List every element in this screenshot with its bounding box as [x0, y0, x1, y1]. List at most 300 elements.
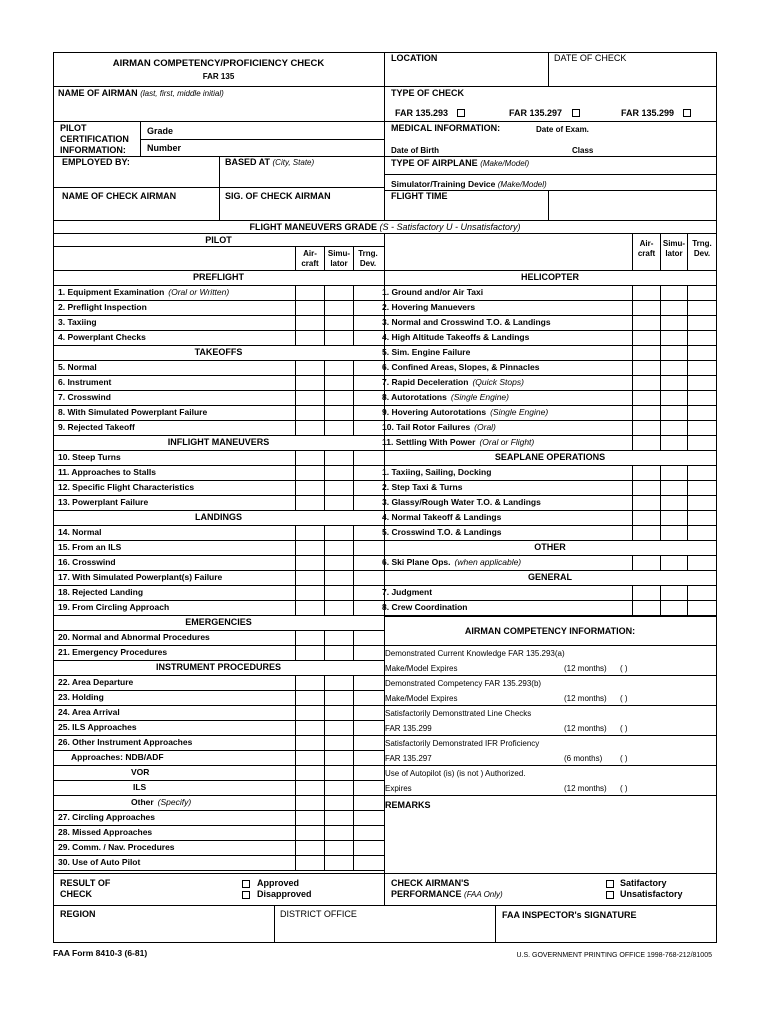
disapproved-label: Disapproved	[257, 889, 312, 899]
right-maneuver-text: 3. Normal and Crosswind T.O. & Landings	[382, 317, 551, 327]
trng-dev-grade-cell[interactable]	[353, 405, 384, 420]
left-maneuver-row	[53, 360, 384, 375]
employed-by-label: EMPLOYED BY:	[62, 157, 130, 167]
simulator-grade-cell[interactable]	[660, 585, 687, 600]
simulator-grade-cell[interactable]	[324, 780, 353, 795]
trng-dev-grade-cell[interactable]	[353, 555, 384, 570]
aircraft-grade-cell[interactable]	[295, 630, 324, 645]
aircraft-grade-cell[interactable]	[632, 510, 660, 525]
aircraft-grade-cell[interactable]	[632, 420, 660, 435]
trng-dev-grade-cell[interactable]	[687, 435, 716, 450]
simulator-grade-cell[interactable]	[660, 315, 687, 330]
simulator-grade-cell[interactable]	[324, 330, 353, 345]
class-label: Class	[572, 146, 594, 155]
simulator-grade-cell[interactable]	[324, 675, 353, 690]
left-maneuver-label	[58, 527, 101, 538]
aircraft-grade-cell[interactable]	[295, 735, 324, 750]
left-maneuver-text: 30. Use of Auto Pilot	[58, 857, 141, 867]
aircraft-grade-cell[interactable]	[295, 570, 324, 585]
rule	[53, 156, 717, 157]
aircraft-grade-cell[interactable]	[632, 405, 660, 420]
left-maneuver-row	[53, 780, 384, 795]
left-maneuver-text: 2. Preflight Inspection	[58, 302, 147, 312]
left-maneuver-text: 21. Emergency Procedures	[58, 647, 168, 657]
trng-dev-grade-cell[interactable]	[687, 345, 716, 360]
far-135-293-label: FAR 135.293	[395, 108, 449, 118]
approved-label: Approved	[257, 878, 300, 888]
type-of-airplane-label: TYPE OF AIRPLANE (Make/Model)	[391, 158, 530, 168]
left-maneuver-label	[58, 842, 175, 853]
trng-dev-grade-cell[interactable]	[353, 330, 384, 345]
aircraft-grade-cell[interactable]	[295, 825, 324, 840]
aircraft-grade-cell[interactable]	[295, 495, 324, 510]
left-maneuver-label	[58, 497, 148, 508]
competency-line-expiry[interactable]: ( )	[620, 694, 628, 703]
aircraft-grade-cell[interactable]	[632, 555, 660, 570]
aircraft-grade-cell[interactable]	[295, 315, 324, 330]
competency-line-sub: Expires	[385, 784, 412, 793]
aircraft-grade-cell[interactable]	[295, 750, 324, 765]
simulator-grade-cell[interactable]	[660, 405, 687, 420]
rule	[384, 873, 385, 905]
right-maneuver-text: 7. Judgment	[382, 587, 433, 597]
trng-dev-grade-cell[interactable]	[687, 420, 716, 435]
simulator-grade-cell[interactable]	[660, 480, 687, 495]
aircraft-grade-cell[interactable]	[632, 330, 660, 345]
trng-dev-grade-cell[interactable]	[353, 675, 384, 690]
left-maneuver-label	[58, 557, 116, 568]
left-maneuver-row	[53, 600, 384, 615]
trng-dev-grade-cell[interactable]	[353, 300, 384, 315]
aircraft-grade-cell[interactable]	[632, 285, 660, 300]
simulator-grade-cell[interactable]	[324, 720, 353, 735]
aircraft-grade-cell[interactable]	[295, 765, 324, 780]
left-maneuver-row	[53, 645, 384, 660]
trng-dev-grade-cell[interactable]	[353, 810, 384, 825]
simulator-grade-cell[interactable]	[324, 810, 353, 825]
flight-maneuvers-grade-header: FLIGHT MANEUVERS GRADE (S - Satisfactory U - Unsatisfactory)	[249, 222, 521, 232]
left-maneuver-row	[53, 315, 384, 330]
left-maneuver-row	[53, 540, 384, 555]
right-maneuver-row	[384, 495, 716, 510]
left-maneuver-text: 10. Steep Turns	[58, 452, 121, 462]
left-maneuver-text: 22. Area Departure	[58, 677, 134, 687]
aircraft-grade-cell[interactable]	[295, 285, 324, 300]
right-maneuver-row	[384, 375, 716, 390]
simulator-grade-cell[interactable]	[660, 375, 687, 390]
check-airman-perf-label-2: PERFORMANCE (FAA Only)	[391, 889, 503, 899]
aircraft-grade-cell[interactable]	[295, 555, 324, 570]
trng-dev-grade-cell[interactable]	[687, 465, 716, 480]
aircraft-grade-cell[interactable]	[632, 360, 660, 375]
aircraft-grade-cell[interactable]	[295, 360, 324, 375]
left-maneuver-label	[58, 542, 121, 553]
simulator-grade-cell[interactable]	[660, 360, 687, 375]
aircraft-grade-cell[interactable]	[295, 300, 324, 315]
simulator-grade-cell[interactable]	[324, 285, 353, 300]
aircraft-grade-cell[interactable]	[632, 495, 660, 510]
right-maneuver-label	[382, 557, 521, 568]
right-maneuver-text: 4. High Altitude Takeoffs & Landings	[382, 332, 530, 342]
simulator-grade-cell[interactable]	[660, 510, 687, 525]
rule	[53, 233, 717, 234]
simulator-grade-cell[interactable]	[324, 690, 353, 705]
aircraft-grade-cell[interactable]	[295, 420, 324, 435]
left-maneuver-label	[133, 782, 146, 793]
trng-dev-grade-cell[interactable]	[353, 525, 384, 540]
rule	[53, 86, 717, 87]
far-135-297-label: FAR 135.297	[509, 108, 563, 118]
aircraft-grade-cell[interactable]	[295, 690, 324, 705]
right-maneuver-row	[384, 345, 716, 360]
simulator-grade-cell[interactable]	[324, 855, 353, 870]
aircraft-grade-cell[interactable]	[295, 405, 324, 420]
trng-dev-grade-cell[interactable]	[353, 495, 384, 510]
left-maneuver-row	[53, 855, 384, 870]
aircraft-grade-cell[interactable]	[295, 840, 324, 855]
trng-dev-grade-cell[interactable]	[353, 390, 384, 405]
right-maneuver-row	[384, 435, 716, 450]
simulator-grade-cell[interactable]	[324, 750, 353, 765]
right-maneuver-row	[384, 285, 716, 300]
trng-dev-grade-cell[interactable]	[353, 735, 384, 750]
simulator-grade-cell[interactable]	[324, 450, 353, 465]
trng-dev-grade-cell[interactable]	[687, 600, 716, 615]
approved-checkbox[interactable]	[242, 880, 250, 888]
left-maneuver-label	[58, 422, 135, 433]
right-maneuver-label	[382, 527, 502, 538]
trng-dev-grade-cell[interactable]	[687, 405, 716, 420]
left-maneuver-text: 15. From an ILS	[58, 542, 122, 552]
rule	[53, 121, 717, 122]
pilot-cert-label-1: PILOT	[60, 123, 87, 133]
left-maneuver-row	[53, 810, 384, 825]
simulator-grade-cell[interactable]	[324, 570, 353, 585]
competency-line-sub: Make/Model Expires	[385, 694, 458, 703]
col-aircraft-right: Air- craft	[637, 239, 656, 258]
far-135-299-checkbox[interactable]	[683, 109, 691, 117]
right-maneuver-text: 5. Sim. Engine Failure	[382, 347, 471, 357]
right-section-header: HELICOPTER	[520, 272, 579, 282]
simulator-grade-cell[interactable]	[324, 600, 353, 615]
right-maneuver-text: 6. Confined Areas, Slopes, & Pinnacles	[382, 362, 540, 372]
aircraft-grade-cell[interactable]	[632, 480, 660, 495]
right-maneuver-row	[384, 525, 716, 540]
simulator-grade-cell[interactable]	[660, 285, 687, 300]
aircraft-grade-cell[interactable]	[632, 525, 660, 540]
trng-dev-grade-cell[interactable]	[353, 585, 384, 600]
simulator-grade-cell[interactable]	[660, 525, 687, 540]
competency-line-expiry[interactable]: ( )	[620, 754, 628, 763]
simulator-grade-cell[interactable]	[324, 540, 353, 555]
trng-dev-grade-cell[interactable]	[687, 360, 716, 375]
aircraft-grade-cell[interactable]	[295, 705, 324, 720]
simulator-grade-cell[interactable]	[324, 315, 353, 330]
trng-dev-grade-cell[interactable]	[687, 510, 716, 525]
simulator-grade-cell[interactable]	[324, 645, 353, 660]
aircraft-grade-cell[interactable]	[295, 600, 324, 615]
left-maneuver-row	[53, 420, 384, 435]
trng-dev-grade-cell[interactable]	[353, 480, 384, 495]
remarks-label: REMARKS	[385, 800, 431, 810]
left-maneuver-text: 20. Normal and Abnormal Procedures	[58, 632, 210, 642]
competency-divider	[384, 795, 716, 796]
trng-dev-grade-cell[interactable]	[687, 375, 716, 390]
left-maneuver-row	[53, 570, 384, 585]
right-maneuver-text: 5. Crosswind T.O. & Landings	[382, 527, 502, 537]
right-maneuver-hint: (Oral)	[474, 422, 496, 432]
aircraft-grade-cell[interactable]	[632, 345, 660, 360]
aircraft-grade-cell[interactable]	[295, 330, 324, 345]
simulator-grade-cell[interactable]	[660, 420, 687, 435]
simulator-grade-cell[interactable]	[324, 840, 353, 855]
trng-dev-grade-cell[interactable]	[353, 570, 384, 585]
trng-dev-grade-cell[interactable]	[353, 750, 384, 765]
col-aircraft-left: Air- craft	[301, 249, 319, 268]
simulator-grade-cell[interactable]	[324, 480, 353, 495]
trng-dev-grade-cell[interactable]	[687, 480, 716, 495]
medical-label: MEDICAL INFORMATION:	[391, 123, 501, 133]
left-section-header: INFLIGHT MANEUVERS	[167, 437, 270, 447]
right-maneuver-row	[384, 420, 716, 435]
left-section-header: TAKEOFFS	[194, 347, 243, 357]
trng-dev-grade-cell[interactable]	[353, 285, 384, 300]
competency-divider	[384, 675, 716, 676]
simulator-grade-cell[interactable]	[324, 555, 353, 570]
right-maneuver-text: 2. Hovering Manuevers	[382, 302, 476, 312]
left-maneuver-text: 19. From Circling Approach	[58, 602, 170, 612]
left-maneuver-label	[58, 587, 143, 598]
aircraft-grade-cell[interactable]	[295, 645, 324, 660]
left-maneuver-text: 14. Normal	[58, 527, 102, 537]
left-maneuver-label	[58, 572, 222, 583]
simulator-grade-cell[interactable]	[660, 465, 687, 480]
pilot-header: PILOT	[205, 235, 232, 245]
simulator-grade-cell[interactable]	[324, 405, 353, 420]
simulator-grade-cell[interactable]	[660, 390, 687, 405]
competency-line-months: (6 months)	[564, 754, 603, 763]
right-maneuver-row	[384, 585, 716, 600]
aircraft-grade-cell[interactable]	[295, 855, 324, 870]
left-maneuver-row	[53, 495, 384, 510]
result-of-check-label-2: CHECK	[60, 889, 93, 899]
aircraft-grade-cell[interactable]	[295, 465, 324, 480]
right-maneuver-row	[384, 480, 716, 495]
rule	[384, 174, 717, 175]
left-maneuver-label	[131, 797, 191, 808]
left-maneuver-label	[58, 632, 210, 643]
left-maneuver-text: 16. Crosswind	[58, 557, 116, 567]
simulator-grade-cell[interactable]	[324, 495, 353, 510]
trng-dev-grade-cell[interactable]	[687, 315, 716, 330]
left-maneuver-text: Approaches: NDB/ADF	[71, 752, 164, 762]
aircraft-grade-cell[interactable]	[632, 390, 660, 405]
left-maneuver-row	[53, 300, 384, 315]
unsatisfactory-checkbox[interactable]	[606, 891, 614, 899]
trng-dev-grade-cell[interactable]	[687, 525, 716, 540]
aircraft-grade-cell[interactable]	[295, 525, 324, 540]
simulator-grade-cell[interactable]	[324, 390, 353, 405]
left-maneuver-row	[53, 555, 384, 570]
left-maneuver-row	[53, 795, 384, 810]
simulator-grade-cell[interactable]	[324, 360, 353, 375]
faa-inspector-signature-label: FAA INSPECTOR's SIGNATURE	[502, 910, 637, 920]
competency-line-expiry[interactable]: ( )	[620, 784, 628, 793]
trng-dev-grade-cell[interactable]	[353, 600, 384, 615]
right-maneuver-row	[384, 510, 716, 525]
date-of-exam-label: Date of Exam.	[536, 125, 589, 134]
trng-dev-grade-cell[interactable]	[353, 795, 384, 810]
trng-dev-grade-cell[interactable]	[687, 390, 716, 405]
trng-dev-grade-cell[interactable]	[353, 780, 384, 795]
simulator-grade-cell[interactable]	[324, 465, 353, 480]
disapproved-checkbox[interactable]	[242, 891, 250, 899]
form-id: FAA Form 8410-3 (6-81)	[53, 948, 148, 958]
trng-dev-grade-cell[interactable]	[353, 765, 384, 780]
trng-dev-grade-cell[interactable]	[353, 375, 384, 390]
trng-dev-grade-cell[interactable]	[353, 690, 384, 705]
trng-dev-grade-cell[interactable]	[353, 360, 384, 375]
aircraft-grade-cell[interactable]	[295, 795, 324, 810]
rule	[140, 139, 384, 140]
aircraft-grade-cell[interactable]	[632, 465, 660, 480]
aircraft-grade-cell[interactable]	[295, 810, 324, 825]
left-maneuver-text: 17. With Simulated Powerplant(s) Failure	[58, 572, 223, 582]
simulator-grade-cell[interactable]	[660, 555, 687, 570]
left-maneuver-text: 6. Instrument	[58, 377, 112, 387]
simulator-grade-cell[interactable]	[660, 495, 687, 510]
rule	[53, 187, 384, 188]
trng-dev-grade-cell[interactable]	[353, 450, 384, 465]
competency-line-expiry[interactable]: ( )	[620, 724, 628, 733]
col-simulator-right: Simu- lator	[662, 239, 686, 258]
aircraft-grade-cell[interactable]	[295, 780, 324, 795]
unsatisfactory-label: Unsatisfactory	[620, 889, 683, 899]
far-135-293-checkbox[interactable]	[457, 109, 465, 117]
far-135-297-checkbox[interactable]	[572, 109, 580, 117]
trng-dev-grade-cell[interactable]	[687, 300, 716, 315]
simulator-grade-cell[interactable]	[324, 300, 353, 315]
simulator-grade-cell[interactable]	[324, 825, 353, 840]
trng-dev-grade-cell[interactable]	[353, 420, 384, 435]
right-maneuver-text: 2. Step Taxi & Turns	[382, 482, 463, 492]
left-section-header: PREFLIGHT	[193, 272, 244, 282]
competency-line-months: (12 months)	[564, 694, 607, 703]
satisfactory-checkbox[interactable]	[606, 880, 614, 888]
trng-dev-grade-cell[interactable]	[687, 330, 716, 345]
right-maneuver-text: 3. Glassy/Rough Water T.O. & Landings	[382, 497, 541, 507]
trng-dev-grade-cell[interactable]	[353, 855, 384, 870]
right-maneuver-text: 4. Normal Takeoff & Landings	[382, 512, 502, 522]
col-trng-dev-right: Trng. Dev.	[692, 239, 712, 258]
rule	[53, 246, 384, 247]
left-maneuver-label	[58, 377, 111, 388]
right-maneuver-text: 1. Ground and/or Air Taxi	[382, 287, 484, 297]
simulator-grade-cell[interactable]	[324, 765, 353, 780]
trng-dev-grade-cell[interactable]	[353, 720, 384, 735]
right-maneuver-label	[382, 332, 529, 343]
right-maneuver-text: 7. Rapid Deceleration	[382, 377, 469, 387]
trng-dev-grade-cell[interactable]	[353, 825, 384, 840]
simulator-grade-cell[interactable]	[324, 630, 353, 645]
trng-dev-grade-cell[interactable]	[353, 645, 384, 660]
left-maneuver-label	[58, 677, 133, 688]
simulator-grade-cell[interactable]	[324, 585, 353, 600]
left-maneuver-text: 8. With Simulated Powerplant Failure	[58, 407, 208, 417]
aircraft-grade-cell[interactable]	[632, 435, 660, 450]
aircraft-grade-cell[interactable]	[295, 585, 324, 600]
trng-dev-grade-cell[interactable]	[353, 630, 384, 645]
simulator-grade-cell[interactable]	[660, 600, 687, 615]
competency-line-months: (12 months)	[564, 724, 607, 733]
competency-line-expiry[interactable]: ( )	[620, 664, 628, 673]
aircraft-grade-cell[interactable]	[632, 585, 660, 600]
competency-divider	[384, 705, 716, 706]
rule	[548, 190, 549, 220]
trng-dev-grade-cell[interactable]	[353, 705, 384, 720]
aircraft-grade-cell[interactable]	[295, 675, 324, 690]
left-maneuver-row	[53, 525, 384, 540]
trng-dev-grade-cell[interactable]	[353, 540, 384, 555]
left-maneuver-row	[53, 675, 384, 690]
aircraft-grade-cell[interactable]	[632, 300, 660, 315]
left-maneuver-label	[58, 392, 111, 403]
aircraft-grade-cell[interactable]	[295, 390, 324, 405]
competency-line-sub: Make/Model Expires	[385, 664, 458, 673]
simulator-grade-cell[interactable]	[324, 795, 353, 810]
trng-dev-grade-cell[interactable]	[353, 315, 384, 330]
simulator-grade-cell[interactable]	[324, 375, 353, 390]
left-maneuver-text: 4. Powerplant Checks	[58, 332, 146, 342]
right-maneuver-hint: (Oral or Flight)	[479, 437, 535, 447]
col-simulator-left: Simu- lator	[327, 249, 351, 268]
aircraft-grade-cell[interactable]	[632, 315, 660, 330]
aircraft-grade-cell[interactable]	[295, 480, 324, 495]
trng-dev-grade-cell[interactable]	[687, 495, 716, 510]
trng-dev-grade-cell[interactable]	[353, 840, 384, 855]
aircraft-grade-cell[interactable]	[632, 375, 660, 390]
left-maneuver-row	[53, 840, 384, 855]
aircraft-grade-cell[interactable]	[632, 600, 660, 615]
aircraft-grade-cell[interactable]	[295, 720, 324, 735]
simulator-grade-cell[interactable]	[324, 705, 353, 720]
simulator-grade-cell[interactable]	[660, 300, 687, 315]
trng-dev-grade-cell[interactable]	[687, 555, 716, 570]
simulator-grade-cell[interactable]	[660, 345, 687, 360]
simulator-grade-cell[interactable]	[324, 525, 353, 540]
right-maneuver-label	[382, 602, 467, 613]
trng-dev-grade-cell[interactable]	[687, 285, 716, 300]
simulator-grade-cell[interactable]	[660, 330, 687, 345]
left-maneuver-row	[53, 585, 384, 600]
left-maneuver-text: 1. Equipment Examination	[58, 287, 165, 297]
competency-divider	[384, 765, 716, 766]
aircraft-grade-cell[interactable]	[295, 540, 324, 555]
aircraft-grade-cell[interactable]	[295, 450, 324, 465]
simulator-grade-cell[interactable]	[324, 420, 353, 435]
left-maneuver-label	[58, 332, 146, 343]
aircraft-grade-cell[interactable]	[295, 375, 324, 390]
right-maneuver-text: 10. Tail Rotor Failures	[382, 422, 471, 432]
trng-dev-grade-cell[interactable]	[687, 585, 716, 600]
competency-line-sub: FAR 135.297	[385, 754, 432, 763]
trng-dev-grade-cell[interactable]	[353, 465, 384, 480]
row-divider	[53, 870, 384, 871]
simulator-grade-cell[interactable]	[324, 735, 353, 750]
simulator-grade-cell[interactable]	[660, 435, 687, 450]
left-maneuver-label	[58, 692, 104, 703]
left-maneuver-text: 9. Rejected Takeoff	[58, 422, 135, 432]
